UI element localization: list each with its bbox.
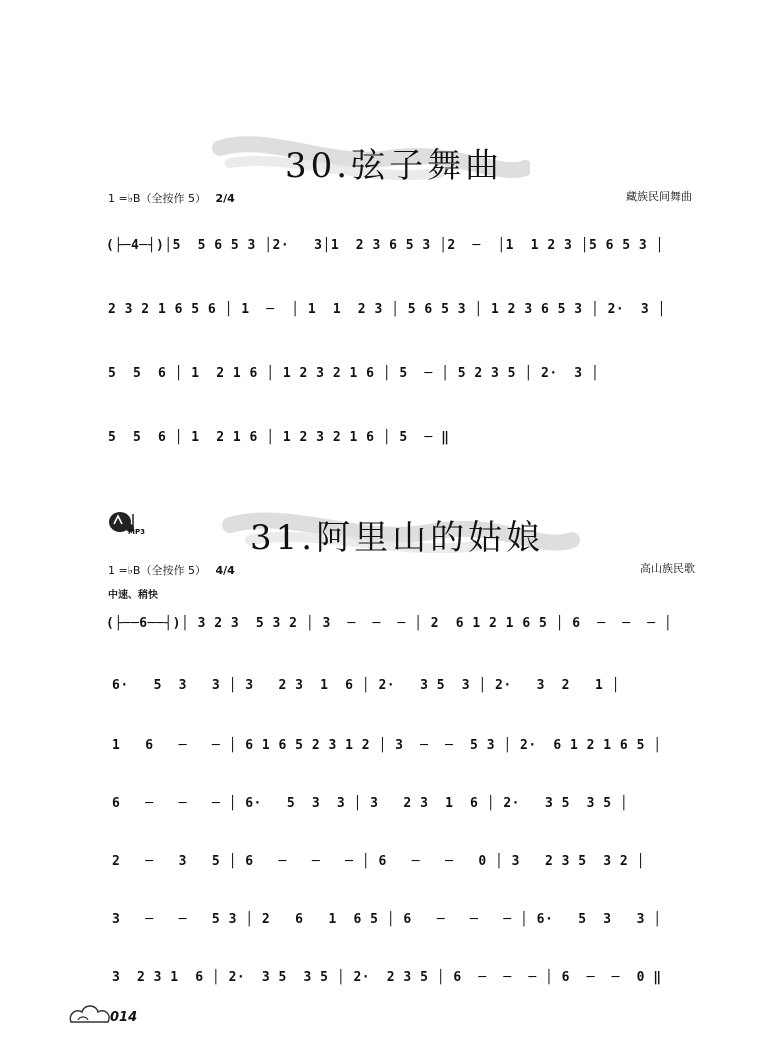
song30-notes-2: 2 3 2 1 6 5 6 │ 1 ─ │ 1 1 2 3 │ 5 6 5 3 │ 1 2 3 6 5 3 │ 2· 3 │ <box>108 302 666 317</box>
song31-notes-3: 1 6 ─ ─ │ 6 1 6 5 2 3 1 2 │ 3 ─ ─ 5 3 │ 2· 6 1 2 1 6 5 │ <box>112 738 662 753</box>
song31-time-signature: 4/4 <box>215 564 235 577</box>
song31-notes-2: 6· 5 3 3 │ 3 2 3 1 6 │ 2· 3 5 3 │ 2· 3 2 1 │ <box>112 678 620 693</box>
song30-line-4 <box>0 420 782 460</box>
page-number: 014 <box>110 1010 138 1025</box>
song31-line-4 <box>0 786 782 826</box>
cloud-ornament-icon <box>66 1000 116 1030</box>
song31-key-signature: 1 =♭B（全按作 5） 4/4 <box>108 564 235 577</box>
song31-title-banner <box>220 500 580 564</box>
song31-line-7 <box>0 960 782 1000</box>
song30-title: 30.弦子舞曲 <box>285 146 504 186</box>
song30-line-3 <box>0 356 782 396</box>
song30-notes-4: 5 5 6 │ 1 2 1 6 │ 1 2 3 2 1 6 │ 5 ─ ‖ <box>108 430 450 445</box>
song31-line-1 <box>0 606 782 646</box>
song30-origin: 藏族民间舞曲 <box>626 190 692 203</box>
song31-line-3 <box>0 728 782 768</box>
song31-notes-4: 6 ─ ─ ─ │ 6· 5 3 3 │ 3 2 3 1 6 │ 2· 3 5 3 5 │ <box>112 796 629 811</box>
song31-tempo: 中速、稍快 <box>108 590 158 601</box>
song30-title-banner <box>210 128 530 192</box>
song31-notes-1: (├──6──┤)│ 3 2 3 5 3 2 │ 3 ─ ─ ─ │ 2 6 1 2 1 6 5 │ 6 ─ ─ ─ │ <box>106 616 673 631</box>
song30-time-signature: 2/4 <box>215 192 235 205</box>
song31-line-2 <box>0 668 782 708</box>
song31-line-6 <box>0 902 782 942</box>
mp3-label: MP3 <box>128 528 145 536</box>
song30-notes-1: (├─4─┤)│5 5 6 5 3 │2· 3│1 2 3 6 5 3 │2 ─ │1 1 2 3 │5 6 5 3 │ <box>106 238 664 253</box>
song31-notes-5: 2 ─ 3 5 │ 6 ─ ─ ─ │ 6 ─ ─ 0 │ 3 2 3 5 3 2 │ <box>112 854 645 869</box>
song30-line-1 <box>0 228 782 268</box>
song31-title: 31.阿里山的姑娘 <box>250 518 545 558</box>
song30-notes-3: 5 5 6 │ 1 2 1 6 │ 1 2 3 2 1 6 │ 5 ─ │ 5 2 3 5 │ 2· 3 │ <box>108 366 600 381</box>
song30-key-signature: 1 =♭B（全按作 5） 2/4 <box>108 192 235 205</box>
song31-notes-7: 3 2 3 1 6 │ 2· 3 5 3 5 │ 2· 2 3 5 │ 6 ─ ─ ─ │ 6 ─ ─ 0 ‖ <box>112 970 662 985</box>
song30-line-2 <box>0 292 782 332</box>
song31-origin: 高山族民歌 <box>640 562 695 575</box>
song31-line-5 <box>0 844 782 884</box>
song31-notes-6: 3 ─ ─ 5 3 │ 2 6 1 6 5 │ 6 ─ ─ ─ │ 6· 5 3 3 │ <box>112 912 662 927</box>
